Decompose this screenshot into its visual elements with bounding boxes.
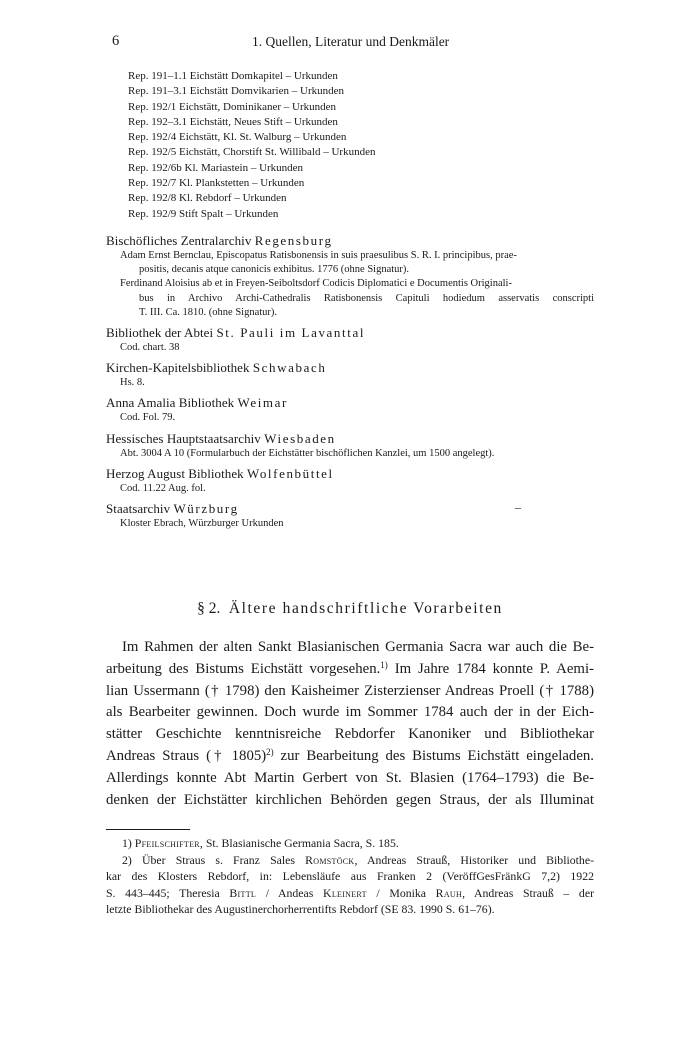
repertory-item: Rep. 192/9 Stift Spalt – Urkunden — [128, 207, 279, 220]
archive-heading — [106, 465, 594, 482]
archive-city: Schwabach — [252, 360, 327, 376]
body-text-run: zur Bearbeitung des Bistums Eichstätt eingeladen. — [273, 747, 594, 764]
repertory-item: Rep. 192/8 Kl. Rebdorf – Urkunden — [128, 192, 287, 205]
footnote-rule — [106, 829, 190, 830]
repertory-item: Rep. 192/4 Eichstätt, Kl. St. Walburg – Urkunden — [128, 131, 347, 144]
footnote-author: Bittl — [229, 885, 257, 900]
footnote-text: , Andreas Strauß – der — [462, 885, 594, 900]
body-line: Im Rahmen der alten Sankt Blasianischen Germania Sacra war auch die Be- — [122, 639, 594, 655]
archive-name: Anna Amalia Bibliothek — [106, 395, 238, 411]
repertory-item: Rep. 191–3.1 Eichstätt Domvikarien – Urkunden — [128, 85, 344, 98]
repertory-item: Rep. 192/1 Eichstätt, Dominikaner – Urkunden — [128, 100, 337, 113]
holding-line: Adam Ernst Bernclau, Episcopatus Ratisbonensis in suis praesulibus S. R. I. principibus, prae- — [120, 250, 517, 261]
archive-name: Bibliothek der Abtei — [106, 325, 217, 341]
archive-name: Hessisches Hauptstaatsarchiv — [106, 430, 265, 446]
footnote-author: Pfeilschifter — [134, 836, 200, 850]
repertory-item: Rep. 191–1.1 Eichstätt Domkapitel – Urkunden — [128, 70, 338, 82]
footnote-line: kar des Klosters Rebdorf, in: Lebensläufe aus Franken 2 (VeröffGesFränkG 7,2) 1922 — [106, 869, 594, 883]
holding-line: Ferdinand Aloisius ab et in Freyen-Seiboltsdorf Codicis Diplomatici e Documentis Originali- — [120, 278, 512, 290]
footnote-line — [106, 835, 594, 852]
footnote-number: 2) — [122, 852, 132, 867]
footnote-1 — [106, 835, 594, 852]
footnote-text: , St. Blasianische Germania Sacra, S. 185. — [199, 836, 399, 850]
repertory-item: Rep. 192/7 Kl. Plankstetten – Urkunden — [128, 177, 305, 190]
footnote-author: Rauh — [435, 885, 463, 900]
footnote-text: / Monika — [366, 885, 436, 900]
archive-entry-weimar — [106, 394, 594, 425]
archive-heading — [106, 394, 594, 411]
holding-line: Abt. 3004 A 10 (Formularbuch der Eichstätter bischöflichen Kanzlei, um 1500 angelegt). — [120, 447, 495, 459]
archive-city: St. Pauli im Lavanttal — [216, 325, 366, 341]
body-line — [106, 746, 594, 768]
section-heading — [0, 600, 700, 618]
archive-name: Bischöfliches Zentralarchiv — [106, 233, 255, 248]
archive-name: Herzog August Bibliothek — [106, 465, 247, 481]
archive-heading — [106, 324, 594, 341]
archive-entry-wiesbaden — [106, 430, 594, 461]
footnote-author: Romstöck — [305, 852, 355, 867]
body-line: Allerdings konnte Abt Martin Gerbert von St. Blasien (1764–1793) die Be- — [106, 769, 594, 786]
footnote-line — [106, 852, 594, 869]
holding-line: T. III. Ca. 1810. (ohne Signatur). — [139, 306, 278, 318]
archive-entry-wolfenbuettel — [106, 465, 594, 496]
holding-line: Kloster Ebrach, Würzburger Urkunden — [120, 518, 284, 530]
holding-line: Cod. Fol. 79. — [120, 412, 176, 424]
section-title: Ältere handschriftliche Vorarbeiten — [228, 600, 503, 617]
holding-line: bus in Archivo Archi-Cathedralis Ratisbonensis Capituli hodiedum asservatis conscripti — [139, 292, 594, 304]
repertory-item: Rep. 192/6b Kl. Mariastein – Urkunden — [128, 161, 304, 174]
body-line: als Bearbeiter gewinnen. Doch wurde im Sommer 1784 auch der in der Eich- — [106, 704, 594, 721]
archive-entry-schwabach — [106, 359, 594, 390]
repertory-item: Rep. 192–3.1 Eichstätt, Neues Stift – Urkunden — [128, 115, 338, 128]
footnote-2 — [106, 852, 594, 918]
archive-heading — [106, 232, 594, 249]
archive-heading — [106, 430, 594, 447]
holding-line: Hs. 8. — [120, 377, 145, 389]
archive-city: Weimar — [237, 395, 288, 411]
running-head: 1. Quellen, Literatur und Denkmäler — [252, 34, 450, 49]
archive-entry-regensburg — [106, 232, 594, 320]
holding-line: Cod. chart. 38 — [120, 342, 180, 354]
archive-entry-st-pauli — [106, 324, 594, 355]
body-line — [106, 659, 594, 681]
footnote-line — [106, 885, 594, 902]
archive-heading — [106, 359, 594, 376]
footnotes — [106, 835, 594, 918]
archive-city: Wolfenbüttel — [247, 465, 334, 481]
footnote-text: Über Straus s. Franz Sales — [141, 852, 306, 867]
section-symbol: § 2. — [197, 600, 221, 617]
archive-city: Regensburg — [254, 233, 333, 248]
holding-line: positis, decanis atque canonicis exhibitus. 1776 (ohne Signatur). — [139, 264, 410, 276]
body-line: denken der Eichstätter kirchlichen Behörden gegen Straus, der als Illuminat — [106, 791, 594, 808]
footnote-ref: 2) — [266, 746, 274, 757]
footnote-text: S. 443–445; Theresia — [106, 885, 230, 900]
footnote-text: , Andreas Strauß, Historiker und Bibliothe- — [354, 852, 594, 867]
repertory-list — [128, 69, 375, 222]
footnote-number: 1) — [122, 836, 132, 850]
footnote-line: letzte Bibliothekar des Augustinerchorherrentifts Rebdorf (SE 83. 1990 S. 61–76). — [106, 902, 495, 916]
archive-name: Kirchen-Kapitelsbibliothek — [106, 360, 253, 376]
archive-name: Staatsarchiv — [106, 501, 174, 517]
body-line: stätter Geschichte kenntnisreiche Rebdorfer Kanoniker und Bibliothekar — [106, 726, 594, 743]
body-text-run: Andreas Straus († 1805) — [106, 747, 267, 764]
body-text-run: arbeitung des Bistums Eichstätt vorgesehen. — [106, 660, 381, 677]
footnote-text: / Andeas — [256, 885, 324, 900]
repertory-item: Rep. 192/5 Eichstätt, Chorstift St. Willibald – Urkunden — [128, 146, 376, 159]
archive-list — [106, 232, 594, 535]
archive-city: Würzburg — [173, 501, 239, 517]
body-line: lian Ussermann († 1798) den Kaisheimer Zisterzienser Andreas Proell († 1788) — [106, 682, 594, 699]
archive-city: Wiesbaden — [264, 430, 336, 446]
footnote-ref: 1) — [380, 659, 388, 670]
page-number: 6 — [112, 33, 120, 49]
holding-line: Cod. 11.22 Aug. fol. — [120, 482, 206, 494]
footnote-author: Kleinert — [323, 885, 367, 900]
stray-mark: – — [515, 500, 521, 514]
body-paragraph — [106, 637, 594, 811]
body-text-run: Im Jahre 1784 konnte P. Aemi- — [387, 660, 594, 677]
